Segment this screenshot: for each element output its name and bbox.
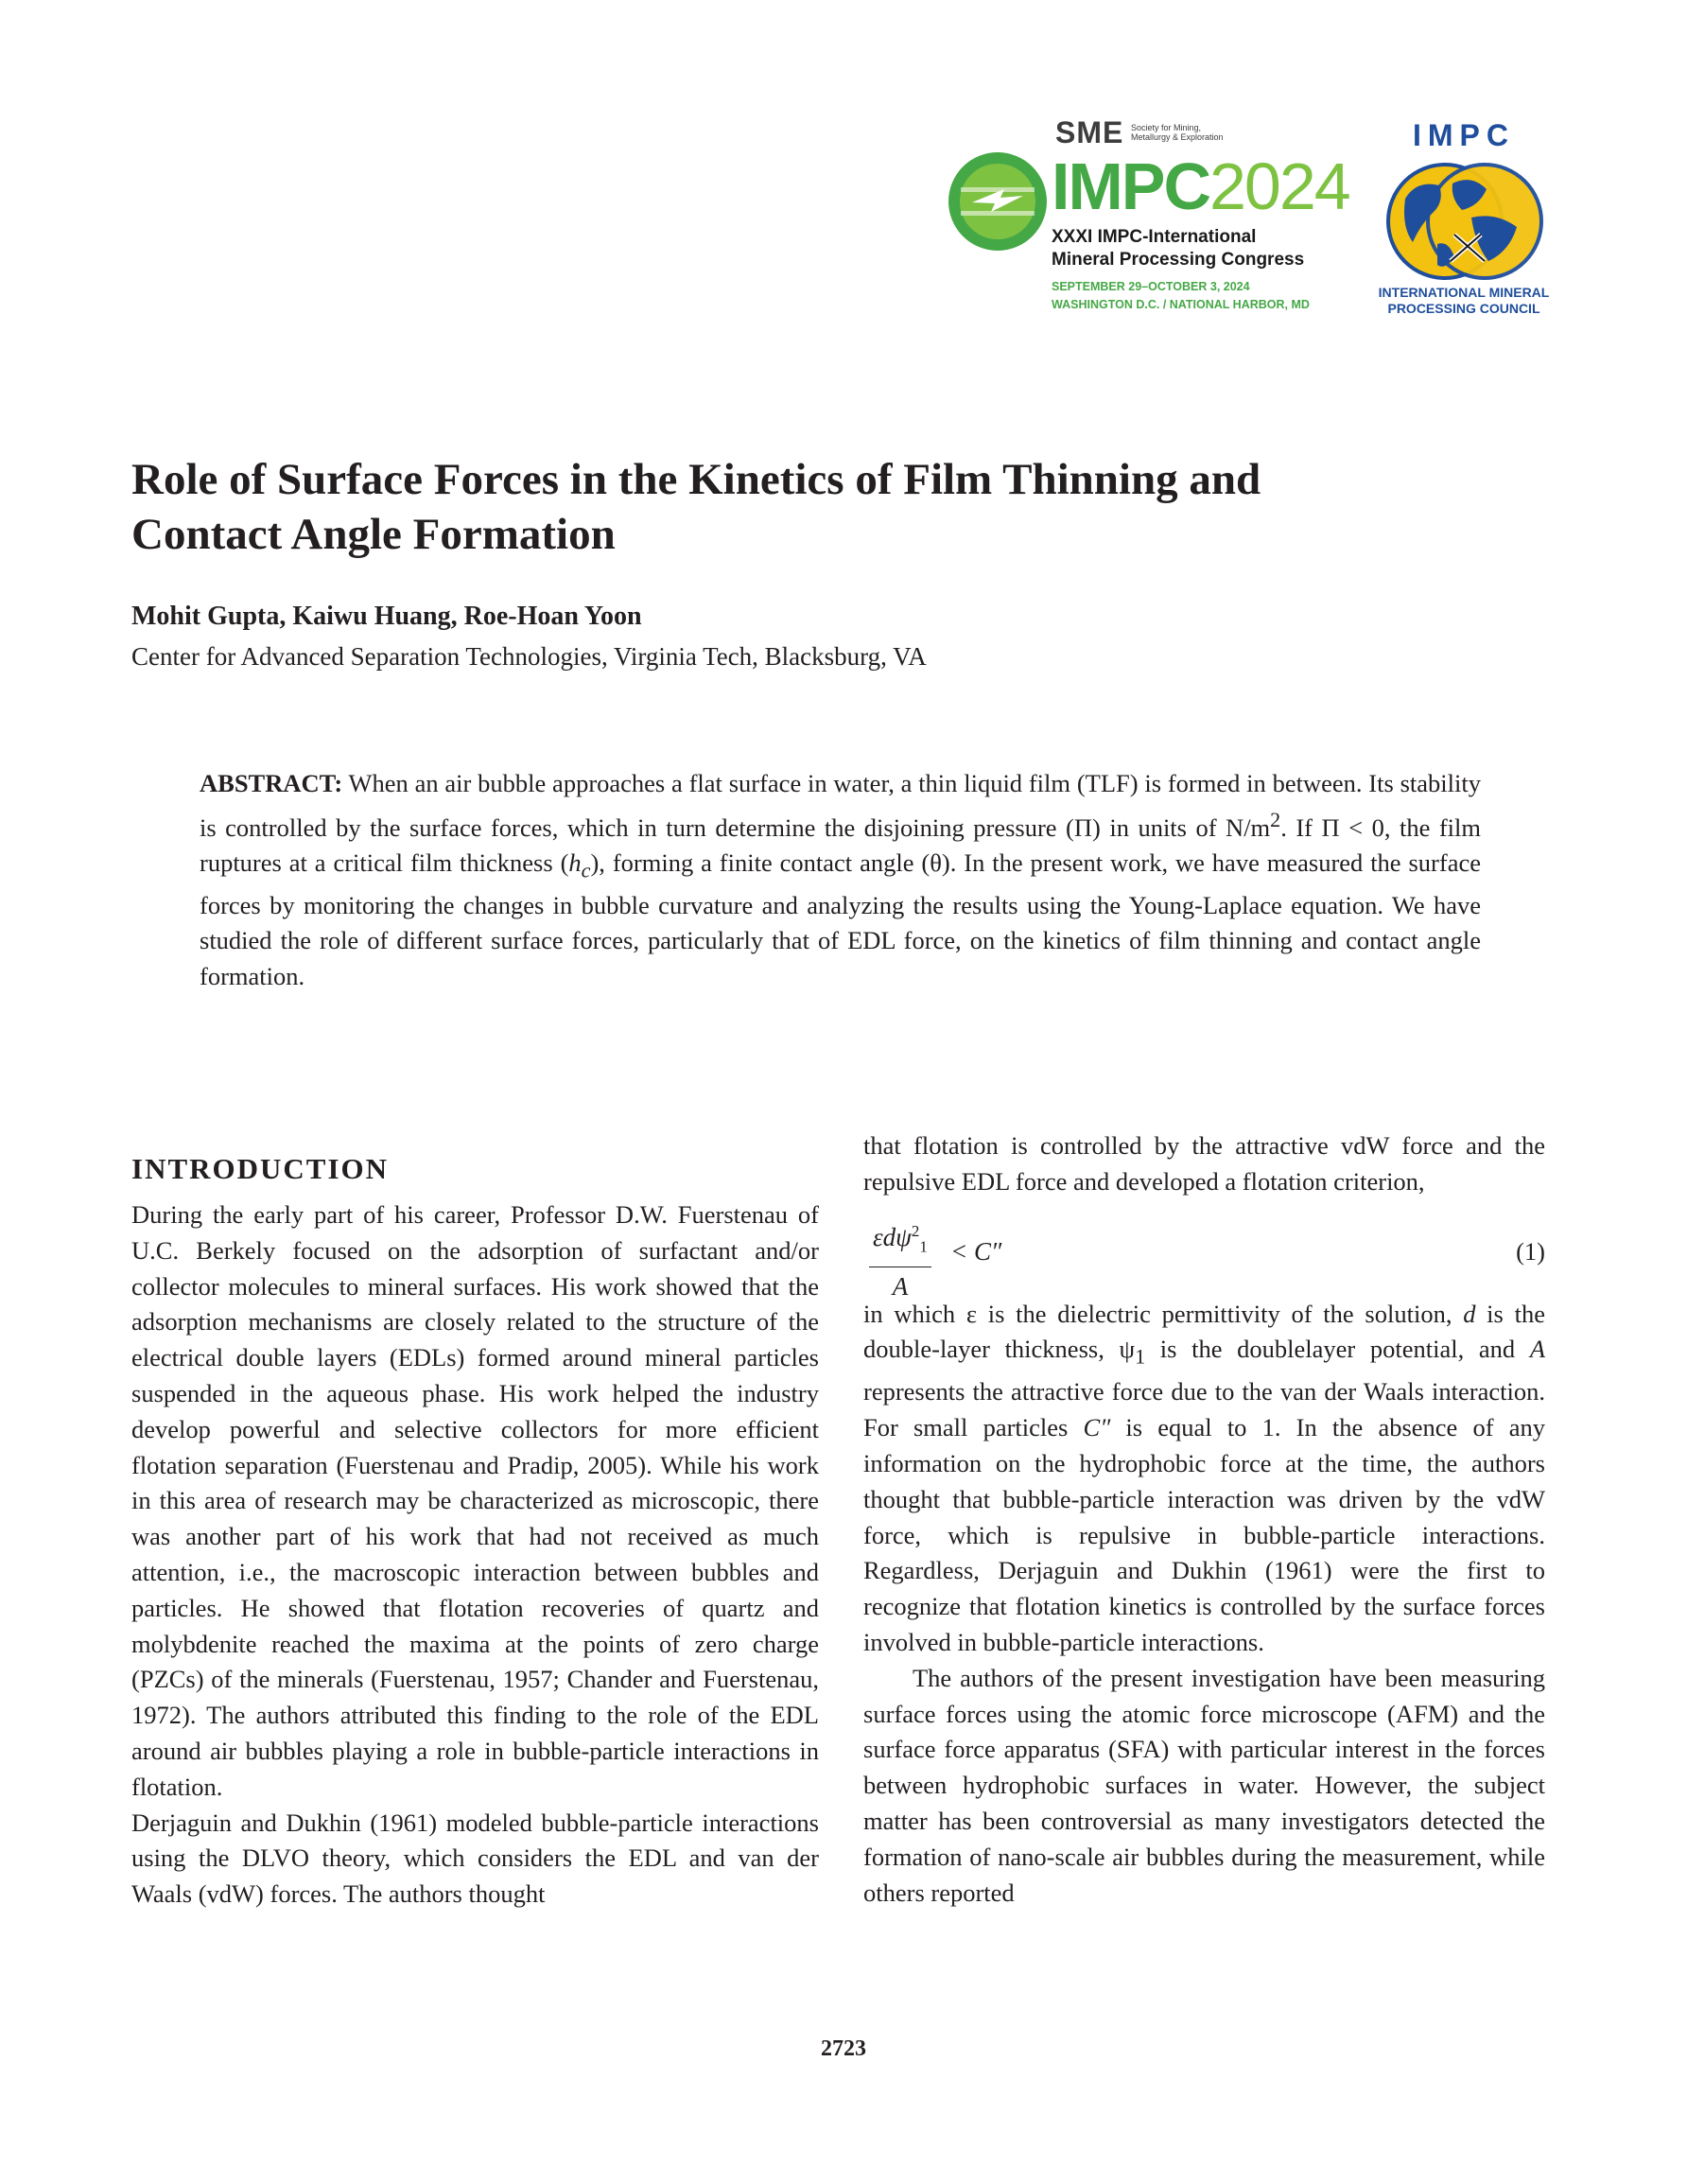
impc-2024-wordmark	[1052, 149, 1349, 223]
paper-title: Role of Surface Forces in the Kinetics of Film Thinning and Contact Angle Formation	[131, 455, 1261, 559]
left-column	[131, 1197, 819, 1913]
section-heading-introduction: INTRODUCTION	[131, 1152, 390, 1185]
impc-word: IMPC	[1052, 149, 1209, 223]
paragraph: that flotation is controlled by the attractive vdW force and the repulsive EDL force and developed a flotation criterion,	[863, 1131, 1545, 1196]
council-acronym: IMPC	[1413, 123, 1515, 152]
sme-logo-subtitle: Society for Mining, Metallurgy & Exploration	[1131, 123, 1224, 142]
paragraph: in which ε is the dielectric permittivity of the solution, d is the double-layer thickness, $\psi_1$ is the doublelayer potential, and A represents the attractive force due to the van der Waals interaction. For small particles C″ is equal to 1. In the absence of any information on the hydrophobic force at the time, the authors thought that bubble-particle interaction was driven by the vdW force, which is repulsive in bubble-particle interactions. Regardless, Derjaguin and Dukhin (1961) were the first to recognize that flotation kinetics is controlled by the surface forces involved in bubble-particle interactions.	[863, 1299, 1546, 1657]
equation-rhs: < C″	[950, 1236, 1002, 1266]
paragraph: The authors of the present investigation have been measuring surface forces using the atomic force microscope (AFM) and the surface force apparatus (SFA) with particular interest in the forces between hydrophobic surfaces in water. However, the subject matter has been controversial as many investigators detected the formation of nano-scale air bubbles during the measurement, while others reported	[863, 1663, 1545, 1907]
congress-name-line2: Mineral Processing Congress	[1052, 250, 1305, 270]
paper-affiliation: Center for Advanced Separation Technologies, Virginia Tech, Blacksburg, VA	[131, 642, 927, 671]
abstract-text: ), forming a finite contact angle (θ). In the present work, we have measured the surface forces by monitoring the changes in bubble curvature and analyzing the results using the Young-Laplace equation. We have studied the role of different surface forces, particularly that of EDL force, on the kinetics of film thinning and contact angle formation.	[200, 847, 1481, 990]
critical-thickness-symbol: $h_c$	[568, 847, 591, 882]
congress-location: WASHINGTON D.C. / NATIONAL HARBOR, MD	[1052, 298, 1310, 311]
equation-number: (1)	[1516, 1236, 1545, 1266]
abstract-text: . If Π < 0, the film ruptures at a critical film thickness (	[200, 812, 1481, 877]
impc-badge-icon	[948, 151, 1048, 252]
paragraph: Derjaguin and Dukhin (1961) modeled bubble-particle interactions using the DLVO theory, which considers the EDL and van der Waals (vdW) forces. The authors thought	[131, 1808, 819, 1909]
congress-name-line1: XXXI IMPC-International	[1052, 227, 1257, 247]
council-name-line2: PROCESSING COUNCIL	[1387, 301, 1540, 316]
abstract-text: When an air bubble approaches a flat surface in water, a thin liquid film (TLF) is formed in between. Its stability is controlled by the surface forces, which in turn determine the disjoining pressure (Π) in units of N/m	[200, 769, 1481, 842]
equation-numerator: εdψ$^2_1$	[869, 1214, 931, 1267]
impc-council-logo	[1358, 123, 1570, 322]
page-number: 2723	[821, 2036, 866, 2061]
abstract-sup: 2	[1270, 807, 1281, 831]
council-name-line1: INTERNATIONAL MINERAL	[1378, 285, 1550, 300]
right-column	[863, 1128, 1545, 1911]
paper-authors: Mohit Gupta, Kaiwu Huang, Roe-Hoan Yoon	[131, 602, 642, 631]
abstract-label: ABSTRACT:	[200, 769, 343, 797]
abstract	[200, 766, 1481, 994]
impc-year: 2024	[1209, 149, 1349, 223]
equation-denominator: A	[892, 1271, 909, 1301]
equation-1	[863, 1210, 1545, 1301]
congress-dates: SEPTEMBER 29–OCTOBER 3, 2024	[1052, 280, 1250, 293]
equation-fraction	[869, 1214, 931, 1305]
paragraph: During the early part of his career, Professor D.W. Fuerstenau of U.C. Berkely focused on the adsorption of surfactant and/or collector molecules to mineral surfaces. His work showed that the adsorption mechanisms are closely related to the structure of the electrical double layers (EDLs) formed around mineral particles suspended in the aqueous phase. His work helped the industry develop powerful and selective collectors for more efficient flotation separation (Fuerstenau and Pradip, 2005). While his work in this area of research may be characterized as microscopic, there was another part of his work that had not received as much attention, i.e., the macroscopic interaction between bubbles and particles. He showed that flotation recoveries of quartz and molybdenite reached the maxima at the points of zero charge (PZCs) of the minerals (Fuerstenau, 1957; Chander and Fuerstenau, 1972). The authors attributed this finding to the role of the EDL around air bubbles playing a role in bubble-particle interactions in flotation.	[131, 1200, 819, 1801]
sme-logo-text: SME	[1055, 115, 1124, 149]
